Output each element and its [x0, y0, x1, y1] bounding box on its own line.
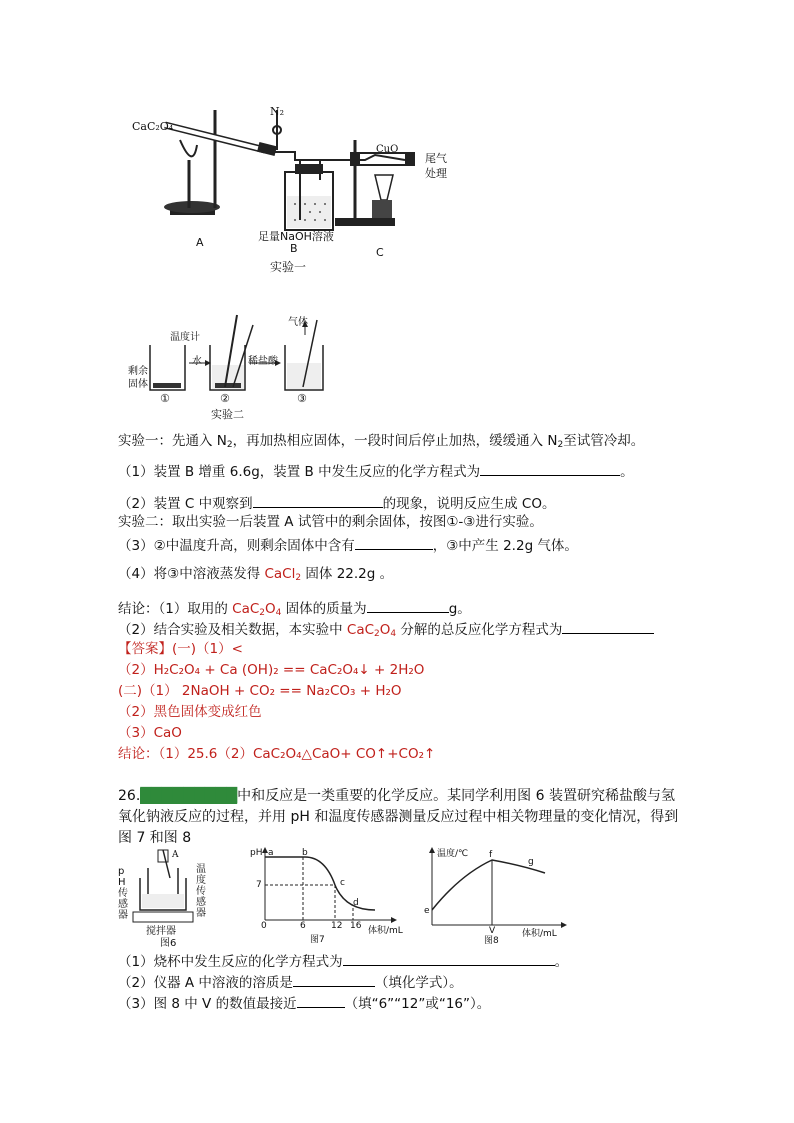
label-gas: 气体	[288, 317, 308, 328]
fig8-xlabel: 体积/mL	[522, 929, 557, 939]
experiment-two-caption: 实验二	[211, 408, 244, 421]
fig7-tick-7: 7	[256, 880, 262, 890]
text-line-5: （3）②中温度升高，则剩余固体中含有 ，③中产生 2.2g 气体。	[118, 535, 578, 555]
answer-blank[interactable]	[343, 951, 555, 966]
label-c: C	[376, 246, 384, 259]
answer-line-4: （2）黑色固体变成红色	[118, 704, 262, 720]
fig7-point-c: c	[340, 878, 345, 888]
fig8-tick-v: V	[489, 926, 496, 936]
fig8-point-e: e	[424, 906, 430, 916]
label-residue-1: 剩余	[128, 366, 148, 377]
label-water: 水	[192, 356, 202, 367]
label-num-3: ③	[297, 392, 307, 405]
text-line-1: 实验一：先通入 $N_2$，再加热相应固体，一段时间后停止加热，缓缓通入 $N_2$至试管冷却。	[118, 433, 645, 450]
fig7-ylabel: pH	[250, 848, 263, 858]
label-ph-sensor: pH传感器	[118, 866, 128, 921]
label-cac2o4: CaC₂O₄	[132, 120, 174, 133]
text-line-4: 实验二：取出实验一后装置 A 试管中的剩余固体，按图①-③进行实验。	[118, 514, 543, 530]
answer-blank[interactable]	[293, 972, 375, 987]
fig7-point-b: b	[302, 848, 308, 858]
figure-7-caption: 图7	[310, 935, 325, 945]
text-line-2: （1）装置 B 增重 6.6g，装置 B 中发生反应的化学方程式为 。	[118, 461, 634, 481]
fig7-point-d: d	[353, 898, 359, 908]
experiment-one-caption: 实验一	[270, 260, 307, 274]
label-thermometer: 温度计	[170, 332, 200, 343]
text-line-7: 结论：（1）取用的 $CaC_2O_4$ 固体的质量为 g。	[118, 598, 471, 622]
answer-blank[interactable]	[297, 993, 345, 1008]
fig8-point-g: g	[528, 857, 534, 867]
figure-8-caption: 图8	[484, 936, 499, 946]
fig7-tick-12: 12	[331, 921, 343, 931]
label-cuo: CuO	[376, 144, 399, 155]
text-line-8: （2）结合实验及相关数据，本实验中 $CaC_2O_4$ 分解的总反应化学方程式为	[118, 619, 654, 643]
fig7-xlabel: 体积/mL	[368, 926, 403, 936]
q26-sub-3: （3）图 8 中 V 的数值最接近 （填“6”“12”或“16”）。	[118, 993, 490, 1013]
q26-sub-2: （2）仪器 A 中溶液的溶质是 （填化学式）。	[118, 972, 463, 992]
label-stirrer: 搅拌器	[146, 926, 176, 937]
highlight-block: █████████	[140, 788, 238, 804]
answer-blank[interactable]	[480, 461, 620, 476]
fig7-tick-6: 6	[300, 921, 306, 931]
label-hcl: 稀盐酸	[248, 356, 278, 367]
answer-line-5: （3）CaO	[118, 725, 182, 741]
answer-line-2: （2）H₂C₂O₄ + Ca (OH)₂ == CaC₂O₄↓ + 2H₂O	[118, 662, 425, 678]
q26-line-2: 氧化钠液反应的过程，并用 pH 和温度传感器测量反应过程中相关物理量的变化情况，得到	[118, 809, 679, 825]
q26-line-3: 图 7 和图 8	[118, 830, 192, 846]
label-naoh: 足量NaOH溶液	[258, 230, 334, 243]
label-num-1: ①	[160, 392, 170, 405]
label-a: A	[196, 236, 204, 249]
text-line-6: （4）将③中溶液蒸发得 CaCl$_2$ 固体 22.2g 。	[118, 566, 394, 583]
fig7-tick-0: 0	[261, 921, 267, 931]
answer-line-3: (二)（1） 2NaOH + CO₂ == Na₂CO₃ + H₂O	[118, 683, 402, 699]
answer-blank[interactable]	[367, 598, 449, 613]
label-n2: N₂	[270, 105, 285, 118]
answer-line-6: 结论：（1）25.6（2）CaC₂O₄△CaO+ CO↑+CO₂↑	[118, 746, 436, 762]
experiment-two-diagram	[125, 305, 365, 405]
label-temp-sensor: 温度传感器	[196, 864, 206, 919]
answer-blank[interactable]	[562, 619, 654, 634]
q26-line-1: 26.█████████中和反应是一类重要的化学反应。某同学利用图 6 装置研究稀盐酸与氢	[118, 788, 675, 804]
label-tail-gas-1: 尾气	[425, 152, 447, 165]
fig7-tick-16: 16	[350, 921, 362, 931]
answer-blank[interactable]	[355, 535, 433, 550]
fig7-point-a: a	[268, 848, 274, 858]
label-num-2: ②	[220, 392, 230, 405]
text-line-3: （2）装置 C 中观察到 的现象，说明反应生成 CO。	[118, 493, 555, 513]
answer-line-1: 【答案】(一)（1）<	[118, 641, 243, 657]
figure-6-caption: 图6	[160, 938, 177, 949]
fig8-ylabel: 温度/℃	[437, 849, 469, 859]
q26-sub-1: （1）烧杯中发生反应的化学方程式为 。	[118, 951, 568, 971]
label-b: B	[290, 242, 298, 255]
answer-blank[interactable]	[253, 493, 383, 508]
label-tail-gas-2: 处理	[425, 167, 447, 180]
label-residue-2: 固体	[128, 379, 148, 390]
label-a-funnel: A	[172, 850, 179, 860]
fig8-point-f: f	[489, 850, 493, 860]
